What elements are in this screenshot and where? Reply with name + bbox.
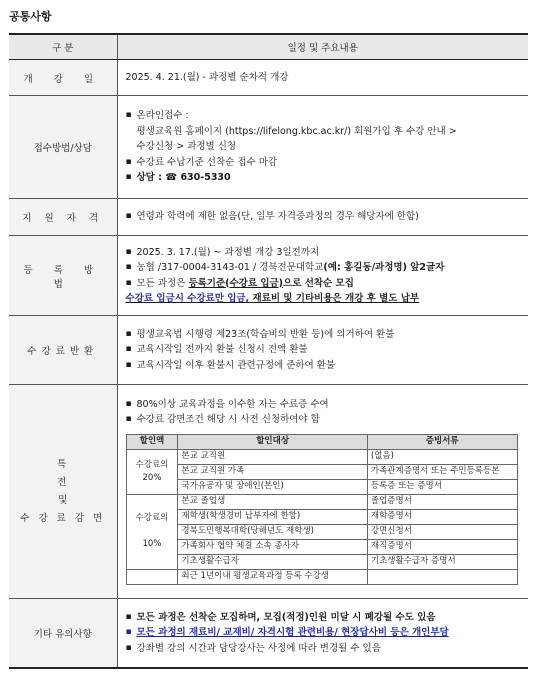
label-apply: 접수방법/상담 [9, 96, 117, 199]
header-category: 구 분 [9, 34, 117, 60]
list-item: ▪ 수강료 수납기준 선착순 접수 마감 [126, 155, 523, 171]
label-discount-2: 및 [58, 494, 68, 506]
discount-table [126, 434, 518, 585]
table-row: 수강료의 10% 본교 졸업생 졸업증명서 [126, 494, 517, 509]
table-row: 국가유공자 및 장애인(본인) 등록증 또는 증명서 [126, 479, 517, 494]
table-row: 경북도민행복대학(당해년도 재학생) 강면신청서 [126, 524, 517, 539]
table-row: 기초생활수급자 기초생활수급자 증명서 [126, 554, 517, 569]
header-schedule: 일정 및 주요내용 [117, 34, 528, 60]
table-row: 본교 교직원 가족 가족관계증명서 또는 주민등록등본 [126, 464, 517, 479]
list-item: ▪ 상담 : ☎ 630-5330 [126, 170, 523, 186]
label-opening: 개 강 일 [23, 73, 103, 85]
list-item: ▪ 모든 과정은 선착순 모집하며, 모집(적정)인원 미달 시 폐강될 수도 있음 [126, 610, 523, 626]
row-register [9, 236, 528, 316]
row-refund [9, 316, 528, 385]
table-row: 재학생(학생경비 납부자에 한함) 재학증명서 [126, 509, 517, 524]
table-row: 수강료의 20% 본교 교직원 (없음) [126, 449, 517, 464]
table-row: 가족회사 협약 체결 소속 종사자 재직증명서 [126, 539, 517, 554]
list-item: ▪ 농협 /317-0004-3143-01 / 경북전문대학교(예: 홍길동/과정명) 앞2글자 [126, 260, 523, 276]
discount-table-header: 할인액 할인대상 증빙서류 [126, 434, 517, 449]
opening-date-text: 2025. 4. 21.(월) - 과정별 순차적 개강 [125, 71, 289, 83]
table-row: 최근 1년이내 평생교육과정 등록 수강생 [126, 569, 517, 584]
label-register: 등 록 방 법 [23, 264, 103, 290]
label-notes: 기타 유의사항 [9, 599, 117, 669]
rate-20: 수강료의 20% [126, 449, 178, 494]
list-item: ▪ 연령과 학력에 제한 없음(단, 일부 자격증과정의 경우 해당자에 한함) [126, 209, 523, 225]
apply-list [126, 108, 523, 186]
row-qualify [9, 199, 528, 236]
list-item: ▪ 교육시작일 이후 환불시 관련규정에 준하여 환불 [126, 358, 523, 374]
phone-icon: ☎ [165, 172, 178, 184]
list-item: ▪ 수강료 감면조건 해당 시 사전 신청하여야 함 [126, 412, 523, 428]
list-item: ▪ 2025. 3. 17.(월) ~ 과정별 개강 3일전까지 [126, 245, 523, 261]
list-item: ▪ 80%이상 교육과정을 이수한 자는 수료증 수여 [126, 397, 523, 413]
label-discount-1: 특 전 [57, 458, 99, 488]
label-refund: 수강료반환 [27, 346, 99, 357]
row-apply [9, 96, 528, 199]
label-qualify: 지 원 자 격 [22, 213, 104, 224]
phone-number: 630-5330 [180, 172, 231, 184]
section-title: 공통사항 [9, 10, 52, 23]
row-opening [9, 60, 528, 96]
list-item: ▪ 평생교육법 시행령 제23조(학습비의 반환 등)에 의거하여 환불 [126, 327, 523, 343]
list-item: ▪ 온라인접수 : 평생교육원 홈페이지 (https://lifelong.kbc.ac.kr/) 회원가입 후 수강 안내 > 수강신청 > 과정별 신청 [126, 108, 523, 155]
list-item: ▪ 모든 과정은 등록기준(수강료 입금)으로 선착순 모집 [126, 276, 523, 292]
label-discount-3: 수 강 료 감 면 [20, 512, 106, 524]
row-notes [9, 599, 528, 669]
list-item: ▪ 교육시작일 전까지 환불 신청시 전액 환불 [126, 342, 523, 358]
list-item: ▪ 모든 과정의 재료비/ 교재비/ 자격시험 관련비용/ 현장답사비 등은 개인부담 [126, 625, 523, 641]
list-item: ▪ 강좌별 강의 시간과 담당강사는 사정에 따라 변경될 수 있음 [126, 641, 523, 657]
payment-note: 수강료 입금시 수강료만 입금, 재료비 및 기타비용은 개강 후 별도 납부 [125, 293, 420, 304]
rate-10: 수강료의 10% [126, 494, 178, 569]
row-discount [9, 385, 528, 599]
common-info-table [9, 33, 528, 669]
table-header-row [9, 34, 528, 60]
